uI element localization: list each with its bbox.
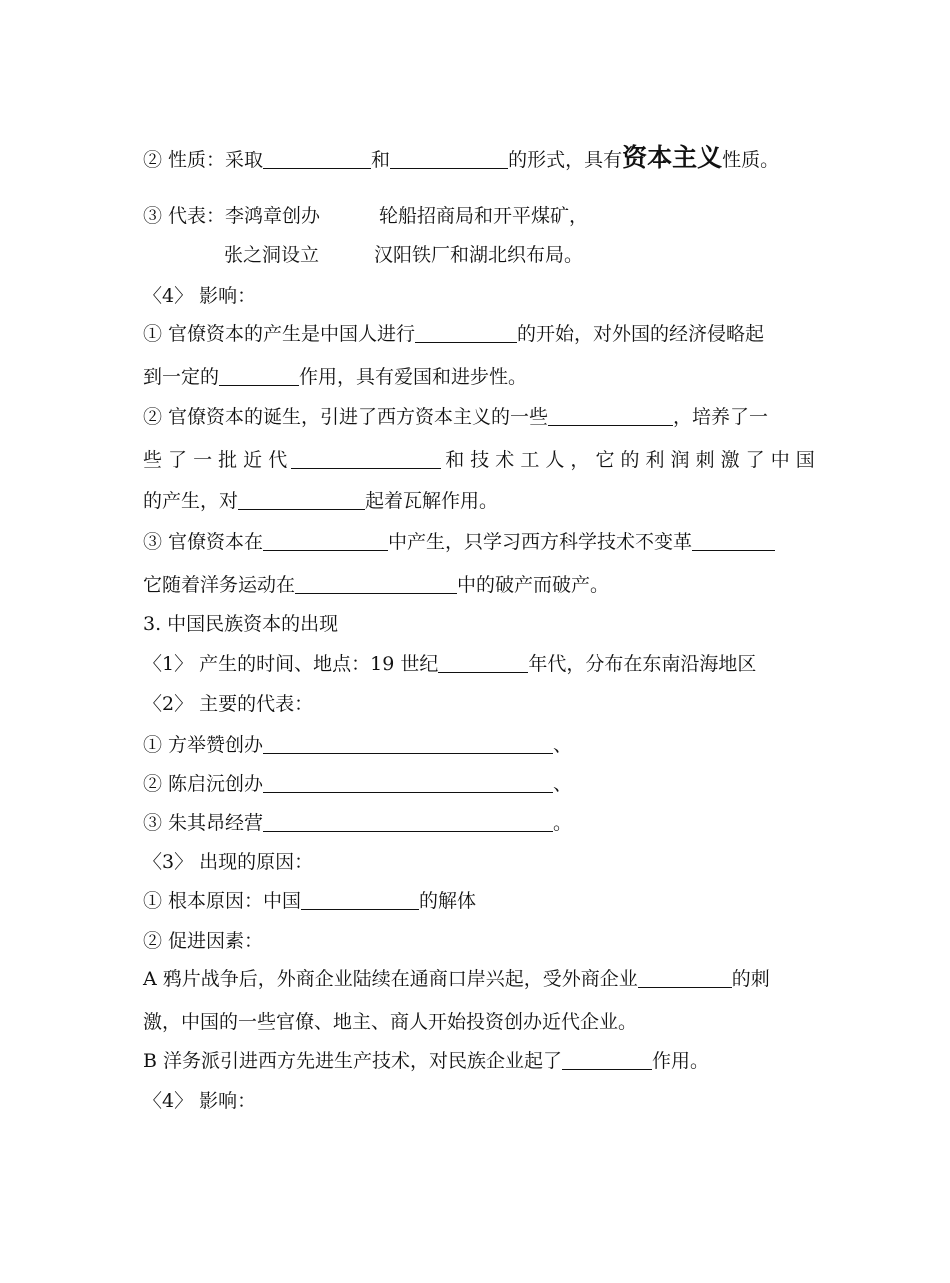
text: 、: [553, 734, 573, 756]
line-representatives-1: [143, 204, 588, 228]
text: 作用。: [652, 1050, 710, 1072]
heading-influence-2: 〈4〉 影响：: [143, 1090, 257, 1112]
blank[interactable]: [291, 449, 441, 469]
text: B 洋务派引进西方先进生产技术，对民族企业起了: [143, 1050, 563, 1072]
blank[interactable]: [390, 149, 508, 169]
text: 和: [371, 149, 391, 171]
blank[interactable]: [301, 890, 419, 910]
text: 的解体: [419, 890, 477, 912]
blank[interactable]: [219, 366, 299, 386]
line-time-place: [143, 652, 756, 676]
blank[interactable]: [263, 812, 553, 832]
text: 的产生，对: [143, 490, 239, 512]
line-root-cause: [143, 889, 476, 913]
blank[interactable]: [295, 574, 457, 594]
text: ③ 官僚资本在: [143, 531, 264, 553]
line-influence-3b: [143, 573, 609, 597]
text: 作用，具有爱国和进步性。: [299, 366, 528, 388]
line-promoting-factors: ② 促进因素：: [143, 930, 264, 952]
text: 轮船招商局和开平煤矿，: [379, 205, 589, 227]
text: ② 陈启沅创办: [143, 773, 264, 795]
text: 到一定的: [143, 366, 220, 388]
blank[interactable]: [263, 149, 371, 169]
text: 张之洞设立: [224, 244, 320, 266]
line-factor-a-cont: 激，中国的一些官僚、地主、商人开始投资创办近代企业。: [143, 1011, 638, 1033]
blank[interactable]: [562, 1050, 652, 1070]
text: 和 技 术 工 人 ， 它 的 利 润 刺 激 了 中 国: [445, 449, 815, 471]
emphasis-text: 资本主义: [622, 143, 723, 172]
heading-influence: 〈4〉 影响：: [143, 285, 257, 307]
blank[interactable]: [638, 968, 732, 988]
text: ② 性质：采取: [143, 149, 264, 171]
section-heading: 3. 中国民族资本的出现: [143, 613, 339, 635]
line-rep-2: [143, 772, 572, 796]
blank[interactable]: [692, 531, 775, 551]
heading-representatives: 〈2〉 主要的代表：: [143, 693, 314, 715]
text: 的刺: [731, 968, 770, 990]
text: 。: [553, 812, 573, 834]
blank[interactable]: [238, 490, 365, 510]
text: 汉阳铁厂和湖北织布局。: [374, 244, 584, 266]
text: ① 根本原因：中国: [143, 890, 302, 912]
blank[interactable]: [438, 653, 528, 673]
text: A 鸦片战争后，外商企业陆续在通商口岸兴起，受外商企业: [143, 968, 638, 990]
text: 些 了 一 批 近 代: [143, 449, 288, 471]
blank[interactable]: [548, 406, 673, 426]
text: 、: [553, 773, 573, 795]
text: 起着瓦解作用。: [365, 490, 499, 512]
line-influence-2c: [143, 489, 498, 513]
line-rep-3: [143, 811, 572, 835]
text: ③ 代表：李鸿章创办: [143, 205, 321, 227]
text: 它随着洋务运动在: [143, 574, 296, 596]
line-influence-1b: [143, 365, 527, 389]
text: 年代，分布在东南沿海地区: [528, 653, 757, 675]
text: ③ 朱其昂经营: [143, 812, 264, 834]
blank[interactable]: [263, 773, 553, 793]
text: ① 官僚资本的产生是中国人进行: [143, 323, 416, 345]
line-factor-b: [143, 1049, 709, 1073]
text: 的开始，对外国的经济侵略起: [517, 323, 765, 345]
line-influence-2b: [143, 448, 815, 472]
text: 中产生，只学习西方科学技术不变革: [388, 531, 693, 553]
line-influence-3: [143, 530, 775, 554]
blank[interactable]: [263, 531, 388, 551]
line-influence-2: [143, 405, 768, 429]
text: ② 官僚资本的诞生，引进了西方资本主义的一些: [143, 406, 549, 428]
line-influence-1: [143, 322, 764, 346]
line-representatives-2: [224, 243, 583, 267]
line-factor-a: [143, 967, 770, 991]
text: 中的破产而破产。: [457, 574, 610, 596]
text: 〈1〉 产生的时间、地点：19 世纪: [143, 653, 439, 675]
line-nature: [143, 143, 780, 172]
blank[interactable]: [415, 323, 517, 343]
text: 性质。: [722, 149, 780, 171]
text: ① 方举赞创办: [143, 734, 264, 756]
line-rep-1: [143, 733, 572, 757]
text: ，培养了一: [673, 406, 769, 428]
text: 的形式，具有: [508, 149, 623, 171]
blank[interactable]: [263, 734, 553, 754]
heading-causes: 〈3〉 出现的原因：: [143, 851, 314, 873]
